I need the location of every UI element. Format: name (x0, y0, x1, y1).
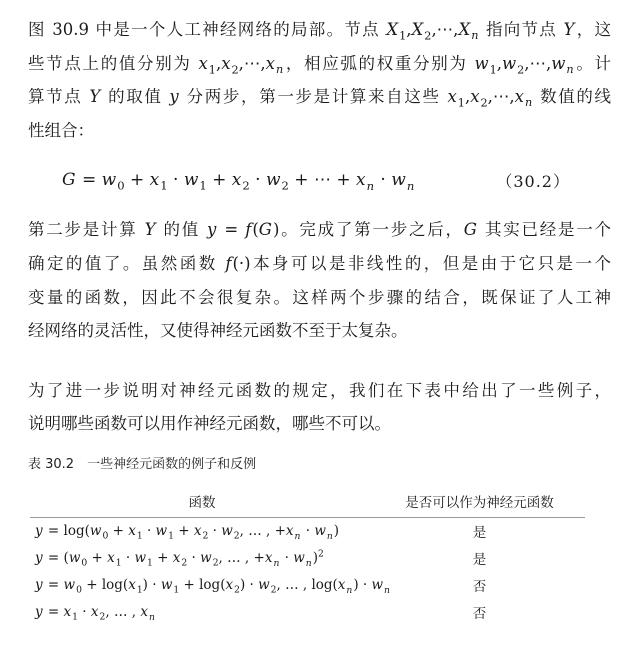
function-cell: $y = x_1 \cdot x_2$, … , $x_n$ (35, 604, 155, 624)
text-line: 变量的函数，因此不会很复杂。这样两个步骤的结合，既保证了人工神 (28, 287, 611, 307)
answer-cell: 是 (472, 552, 487, 569)
text-line: 说明哪些函数可以用作神经元函数，哪些不可以。 (28, 414, 391, 434)
function-cell: $y = (w_0 + x_1 \cdot w_1 + x_2 \cdot w_2$, … , $+x_n \cdot w_n)^2$ (35, 548, 324, 570)
text-line: 图 30.9 中是一个人工神经网络的局部。节点 $X_1,X_2,\cdots,X_n$ 指向节点 Y，这 (28, 20, 611, 43)
paragraph-intro (28, 13, 611, 147)
equation-30-2 (28, 163, 611, 197)
table-row (30, 599, 585, 626)
paragraph-step-two (28, 213, 611, 347)
equation-number: （30.2） (496, 171, 570, 191)
text-line: 经网络的灵活性，又使得神经元函数不至于太复杂。 (28, 321, 408, 341)
answer-cell: 是 (472, 525, 487, 542)
table-row (30, 572, 585, 599)
table-header-function: 函数 (30, 485, 374, 518)
table-row (30, 517, 585, 545)
function-cell: $y = \log(w_0 + x_1 \cdot w_1 + x_2 \cdot w_2$, … , $+x_n \cdot w_n$) (35, 523, 340, 543)
answer-cell: 否 (472, 606, 487, 623)
answer-cell: 否 (472, 579, 487, 596)
text-line: 性组合： (28, 120, 94, 140)
text-line: 为了进一步说明对神经元函数的规定，我们在下表中给出了一些例子， (28, 380, 611, 400)
equation-formula: $G = w_0 + x_1 \cdot w_1 + x_2 \cdot w_2$ + ⋯ + $x_n \cdot w_n$ (62, 170, 415, 193)
text-line: 些节点上的值分别为 $x_1,x_2,\cdots,x_n$，相应弧的权重分别为 $w_1,w_2,\cdots,w_n$。计 (28, 53, 612, 76)
table-header-row (30, 485, 585, 518)
table-header-answer: 是否可以作为神经元函数 (374, 485, 585, 518)
table-row (30, 545, 585, 572)
text-line: 第二步是计算 Y 的值 y = f(G)。完成了第一步之后，G 其实已经是一个 (28, 220, 612, 240)
paragraph-table-intro (28, 374, 611, 441)
neuron-function-table (30, 485, 585, 626)
text-line: 确定的值了。虽然函数 f(·)本身可以是非线性的，但是由于它只是一个 (28, 253, 611, 273)
table-caption: 表 30.2 一些神经元函数的例子和反例 (28, 456, 257, 472)
function-cell: $y = w_0 + \log(x_1) \cdot w_1 + \log(x_2) \cdot w_2$, … , $\log(x_n) \cdot w_n$ (35, 577, 390, 597)
text-line: 算节点 Y 的取值 y 分两步，第一步是计算来自这些 $x_1,x_2,\cdots,x_n$ 数值的线 (28, 87, 611, 110)
